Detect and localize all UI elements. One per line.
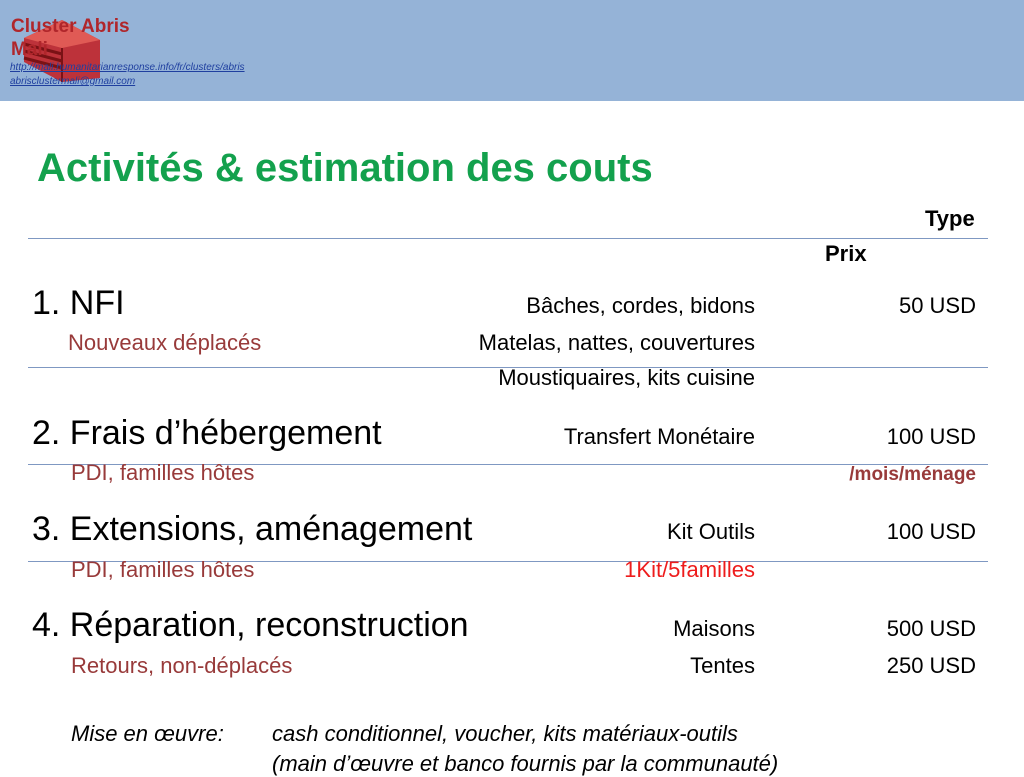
row-nfi-heading: 1. NFI [32,284,125,322]
row-hebergement-type: Transfert Monétaire [563,424,755,449]
row-reparation-price-1: 500 USD [886,616,976,641]
cluster-website-link[interactable]: http://mali.humanitarianresponse.info/fr/clusters/abris [10,62,245,73]
row-reparation-subtitle: Retours, non-déplacés [71,653,293,678]
row-hebergement-price: 100 USD [886,424,976,449]
implementation-label: Mise en œuvre: [71,721,224,746]
row-reparation-price-2: 250 USD [886,653,976,678]
row-nfi-type-2: Matelas, nattes, couvertures [478,330,755,355]
row-reparation-type-1: Maisons [673,616,755,641]
row-nfi-price: 50 USD [898,293,976,318]
slide-title: Activités & estimation des couts [37,146,653,190]
organization-title: Cluster Abris Mali [11,16,130,60]
row-extensions-subtitle: PDI, familles hôtes [71,557,255,582]
row-nfi-subtitle: Nouveaux déplacés [68,330,262,355]
column-header-type: Type [925,206,975,231]
header-banner [0,0,1024,101]
row-hebergement-price-unit: /mois/ménage [849,464,976,485]
row-hebergement-subtitle: PDI, familles hôtes [71,460,255,485]
cluster-email-link[interactable]: abrisclustermali@gmail.com [10,76,136,87]
row-reparation-type-2: Tentes [690,653,755,678]
row-extensions-ratio: 1Kit/5familles [624,557,755,582]
header-divider [28,238,988,239]
row-hebergement-heading: 2. Frais d’hébergement [32,414,382,452]
implementation-line-1: cash conditionnel, voucher, kits matériaux-outils [272,721,738,746]
column-header-price: Prix [825,241,867,266]
row-nfi-type-1: Bâches, cordes, bidons [526,293,755,318]
row-extensions-type: Kit Outils [666,519,755,544]
row-extensions-heading: 3. Extensions, aménagement [32,510,473,548]
row-reparation-heading: 4. Réparation, reconstruction [32,606,469,644]
row-extensions-price: 100 USD [886,519,976,544]
implementation-line-2: (main d’œuvre et banco fournis par la communauté) [272,751,779,776]
row-nfi-type-3: Moustiquaires, kits cuisine [498,365,755,390]
